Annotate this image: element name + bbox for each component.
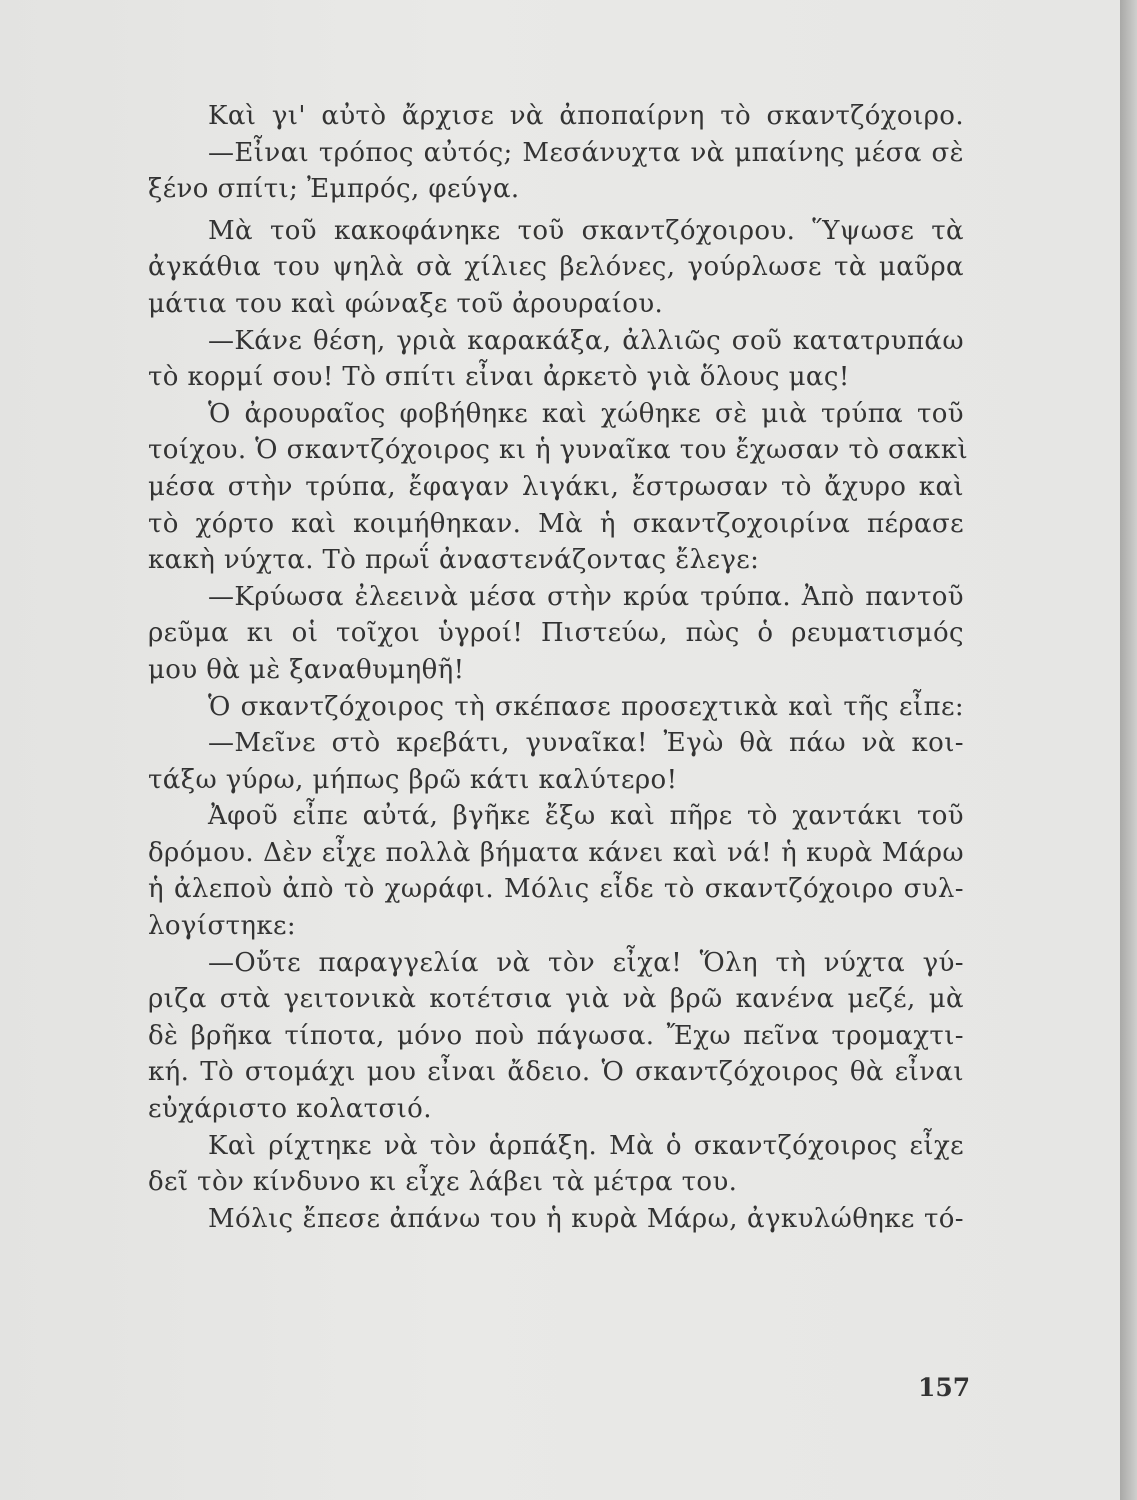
text-line: τὸ χόρτο καὶ κοιμήθηκαν. Μὰ ἡ σκαντζοχοιρίνα πέρασε (148, 508, 964, 539)
text-line: κή. Τὸ στομάχι μου εἶναι ἄδειο. Ὁ σκαντζόχοιρος θὰ εἶναι (148, 1057, 964, 1088)
text-line: μάτια του καὶ φώναξε τοῦ ἀρουραίου. (148, 288, 664, 319)
text-line: —Κάνε θέση, γριὰ καρακάξα, ἀλλιῶς σοῦ κατατρυπάω (208, 325, 964, 356)
page-edge (1120, 0, 1137, 1500)
text-line: δεῖ τὸν κίνδυνο κι εἶχε λάβει τὰ μέτρα του. (148, 1167, 738, 1198)
text-line: Μὰ τοῦ κακοφάνηκε τοῦ σκαντζόχοιρου. Ὕψωσε τὰ (208, 215, 964, 246)
text-line: ρεῦμα κι οἱ τοῖχοι ὑγροί! Πιστεύω, πὼς ὁ ρευματισμός (148, 618, 964, 649)
text-line: τοίχου. Ὁ σκαντζόχοιρος κι ἡ γυναῖκα του ἔχωσαν τὸ σακκὶ (148, 435, 969, 466)
text-line: —Εἶναι τρόπος αὐτός; Μεσάνυχτα νὰ μπαίνης μέσα σὲ (208, 137, 964, 168)
text-line: Ἀφοῦ εἶπε αὐτά, βγῆκε ἔξω καὶ πῆρε τὸ χαντάκι τοῦ (208, 801, 964, 832)
text-line: Καὶ ρίχτηκε νὰ τὸν ἁρπάξη. Μὰ ὁ σκαντζόχοιρος εἶχε (208, 1130, 964, 1161)
text-line: τάξω γύρω, μήπως βρῶ κάτι καλύτερο! (148, 764, 678, 795)
text-line: εὐχάριστο κολατσιό. (148, 1094, 432, 1125)
text-line: ριζα στὰ γειτονικὰ κοτέτσια γιὰ νὰ βρῶ κανένα μεζέ, μὰ (148, 984, 964, 1015)
text-line: μέσα στὴν τρύπα, ἔφαγαν λιγάκι, ἔστρωσαν τὸ ἄχυρο καὶ (148, 471, 964, 502)
text-line: ἡ ἀλεποὺ ἀπὸ τὸ χωράφι. Μόλις εἶδε τὸ σκαντζόχοιρο συλ- (148, 874, 964, 905)
text-line: μου θὰ μὲ ξαναθυμηθῆ! (148, 654, 465, 685)
text-line: —Οὔτε παραγγελία νὰ τὸν εἶχα! Ὅλη τὴ νύχτα γύ- (208, 947, 964, 978)
text-line: Καὶ γι' αὐτὸ ἄρχισε νὰ ἀποπαίρνη τὸ σκαντζόχοιρο. (208, 101, 964, 131)
text-line: Ὁ σκαντζόχοιρος τὴ σκέπασε προσεχτικὰ καὶ τῆς εἶπε: (208, 691, 964, 722)
page-number: 157 (918, 1373, 971, 1402)
text-line: δρόμου. Δὲν εἶχε πολλὰ βήματα κάνει καὶ νά! ἡ κυρὰ Μάρω (148, 837, 964, 868)
text-line: —Μεῖνε στὸ κρεβάτι, γυναῖκα! Ἐγὼ θὰ πάω νὰ κοι- (208, 728, 964, 759)
text-line: δὲ βρῆκα τίποτα, μόνο ποὺ πάγωσα. Ἔχω πεῖνα τρομαχτι- (148, 1020, 964, 1051)
text-line: Ὁ ἀρουραῖος φοβήθηκε καὶ χώθηκε σὲ μιὰ τρύπα τοῦ (208, 398, 964, 429)
text-line: τὸ κορμί σου! Τὸ σπίτι εἶναι ἀρκετὸ γιὰ ὅλους μας! (148, 362, 850, 393)
text-line: λογίστηκε: (148, 911, 297, 942)
text-line: κακὴ νύχτα. Τὸ πρωΐ ἀναστενάζοντας ἔλεγε: (148, 545, 760, 576)
text-line: ξένο σπίτι; Ἐμπρός, φεύγα. (148, 174, 520, 205)
text-line: ἀγκάθια του ψηλὰ σὰ χίλιες βελόνες, γούρλωσε τὰ μαῦρα (148, 252, 964, 283)
text-line: Μόλις ἔπεσε ἀπάνω του ἡ κυρὰ Μάρω, ἀγκυλώθηκε τό- (208, 1203, 964, 1234)
page-text (148, 98, 969, 1237)
text-line: —Κρύωσα ἐλεεινὰ μέσα στὴν κρύα τρύπα. Ἀπὸ παντοῦ (208, 581, 964, 612)
